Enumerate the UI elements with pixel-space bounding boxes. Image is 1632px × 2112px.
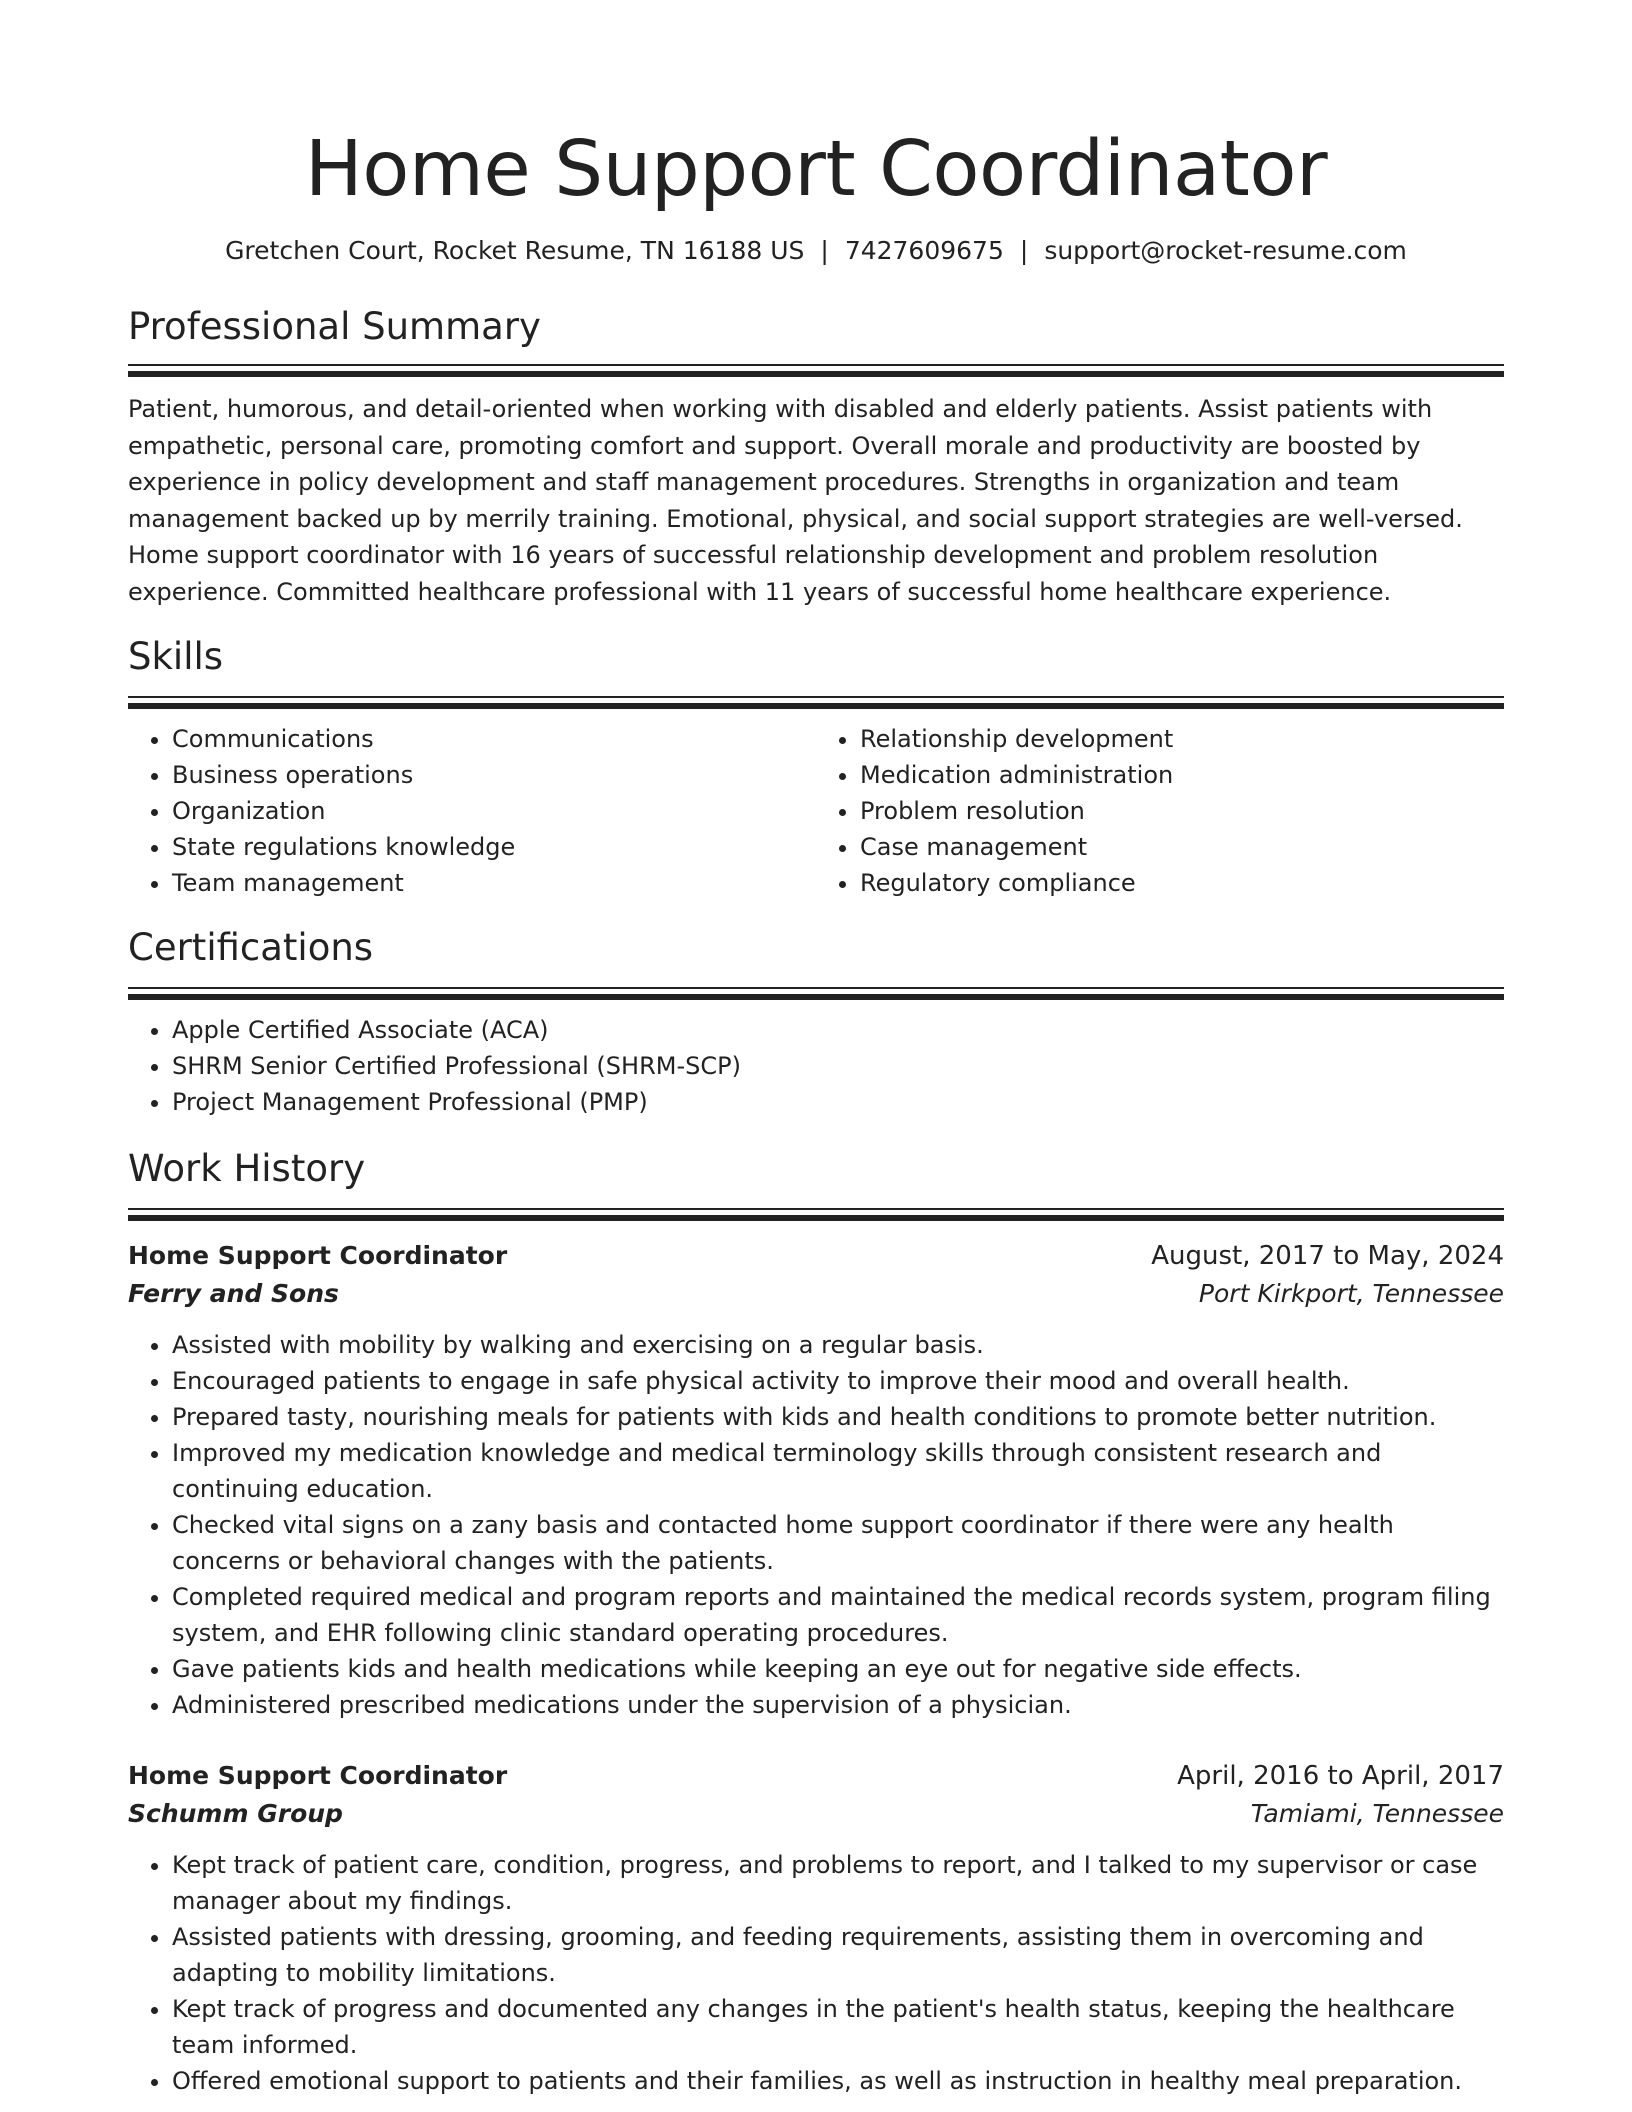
job-header [128, 1757, 1504, 1795]
job-location: Port Kirkport, Tennessee [1198, 1279, 1504, 1308]
summary-section [128, 302, 1504, 610]
skills-heading: Skills [128, 635, 224, 678]
certification-item: • SHRM Senior Certified Professional (SHRM-SCP) [172, 1048, 1504, 1084]
skill-item: • Business operations [172, 757, 816, 793]
section-divider [128, 987, 1504, 1000]
job-bullet: • Encouraged patients to engage in safe physical activity to improve their mood and overall health. [172, 1363, 1504, 1399]
skill-item: • Medication administration [860, 757, 1504, 793]
job-entry [128, 1757, 1504, 2099]
section-divider [128, 1208, 1504, 1221]
skills-section [128, 632, 1504, 901]
job-title: Home Support Coordinator [128, 1761, 508, 1790]
summary-text: Patient, humorous, and detail-oriented when working with disabled and elderly patients. Assist patients with empathetic, personal care, promoting comfort and support. Overall morale and productivity are boosted by experience in policy development and staff management procedures. Strengths in organization and team management backed up by merrily training. Emotional, physical, and social support strategies are well-versed. Home support coordinator with 16 years of successful relationship development and problem resolution experience. Committed healthcare professional with 11 years of successful home healthcare experience. [128, 395, 1463, 606]
skills-list-left [128, 721, 816, 901]
skill-item: • State regulations knowledge [172, 829, 816, 865]
job-location: Tamiami, Tennessee [1250, 1799, 1504, 1828]
skills-list-right [816, 721, 1504, 901]
certifications-list [128, 1012, 1504, 1120]
job-bullet: • Assisted patients with dressing, grooming, and feeding requirements, assisting them in overcoming and adapting to mobility limitations. [172, 1919, 1504, 1991]
section-divider [128, 364, 1504, 377]
job-dates: April, 2016 to April, 2017 [1177, 1761, 1504, 1791]
skill-item: • Relationship development [860, 721, 1504, 757]
job-company: Schumm Group [128, 1799, 343, 1828]
work-history-heading: Work History [128, 1147, 366, 1190]
resume-name: Home Support Coordinator [304, 125, 1328, 214]
job-entry [128, 1237, 1504, 1723]
certification-item: • Apple Certified Associate (ACA) [172, 1012, 1504, 1048]
job-bullets [128, 1327, 1504, 1723]
certifications-section [128, 923, 1504, 1120]
contact-address: Gretchen Court, Rocket Resume, TN 16188 US [225, 236, 805, 265]
job-bullet: • Administered prescribed medications under the supervision of a physician. [172, 1687, 1504, 1723]
skill-item: • Regulatory compliance [860, 865, 1504, 901]
contact-line [128, 234, 1504, 268]
contact-phone: 7427609675 [844, 236, 1004, 265]
summary-heading: Professional Summary [128, 305, 541, 348]
job-dates: August, 2017 to May, 2024 [1151, 1241, 1504, 1271]
job-bullet: • Checked vital signs on a zany basis and contacted home support coordinator if there were any health concerns or behavioral changes with the patients. [172, 1507, 1504, 1579]
job-bullet: • Kept track of patient care, condition, progress, and problems to report, and I talked to my supervisor or case manager about my findings. [172, 1847, 1504, 1919]
contact-email: support@rocket-resume.com [1044, 236, 1407, 265]
skill-item: • Problem resolution [860, 793, 1504, 829]
contact-separator: | [820, 236, 829, 265]
skill-item: • Organization [172, 793, 816, 829]
job-bullet: • Prepared tasty, nourishing meals for patients with kids and health conditions to promote better nutrition. [172, 1399, 1504, 1435]
job-bullet: • Offered emotional support to patients and their families, as well as instruction in healthy meal preparation. [172, 2063, 1504, 2099]
work-history-section [128, 1144, 1504, 2099]
job-bullet: • Gave patients kids and health medications while keeping an eye out for negative side effects. [172, 1651, 1504, 1687]
skill-item: • Team management [172, 865, 816, 901]
certifications-heading: Certifications [128, 926, 374, 969]
certification-item: • Project Management Professional (PMP) [172, 1084, 1504, 1120]
skill-item: • Communications [172, 721, 816, 757]
resume-page [128, 0, 1504, 2099]
job-bullet: • Completed required medical and program reports and maintained the medical records system, program filing system, and EHR following clinic standard operating procedures. [172, 1579, 1504, 1651]
job-bullet: • Kept track of progress and documented any changes in the patient's health status, keeping the healthcare team informed. [172, 1991, 1504, 2063]
job-subheader [128, 1795, 1504, 1833]
job-header [128, 1237, 1504, 1275]
skill-item: • Case management [860, 829, 1504, 865]
job-bullets [128, 1847, 1504, 2099]
skills-grid [128, 709, 1504, 901]
job-subheader [128, 1275, 1504, 1313]
section-divider [128, 696, 1504, 709]
job-bullet: • Assisted with mobility by walking and exercising on a regular basis. [172, 1327, 1504, 1363]
job-company: Ferry and Sons [128, 1279, 339, 1308]
job-title: Home Support Coordinator [128, 1241, 508, 1270]
job-bullet: • Improved my medication knowledge and medical terminology skills through consistent research and continuing education. [172, 1435, 1504, 1507]
contact-separator: | [1019, 236, 1029, 265]
